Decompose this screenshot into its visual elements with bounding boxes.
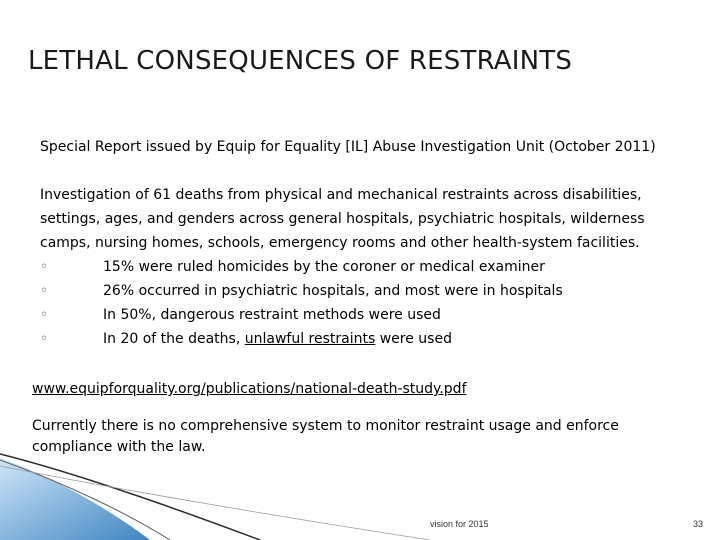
report-line: Special Report issued by Equip for Equality [IL] Abuse Investigation Unit (October 2011): [40, 139, 656, 155]
list-item-text-after: were used: [375, 331, 452, 347]
list-item: [40, 279, 563, 303]
study-link[interactable]: www.equipforquality.org/publications/national-death-study.pdf: [32, 381, 467, 397]
intro-paragraph: Investigation of 61 deaths from physical and mechanical restraints across disabilities, settings, ages, and genders across general hospitals, psychiatric hospitals, wilderness camps, nursing homes, schools, emergency rooms and other health-system facilities.: [40, 187, 645, 251]
bullet-marker: ◦: [40, 307, 49, 323]
list-item: [40, 303, 563, 327]
list-item-text: 15% were ruled homicides by the coroner or medical examiner: [103, 259, 545, 275]
list-item: [40, 255, 563, 279]
list-item: [40, 327, 563, 351]
slide-title: LETHAL CONSEQUENCES OF RESTRAINTS: [28, 46, 573, 76]
unlawful-restraints-emphasis: unlawful restraints: [244, 331, 376, 347]
bullet-marker: ◦: [40, 283, 49, 299]
conclusion-paragraph: Currently there is no comprehensive system to monitor restraint usage and enforce compliance with the law.: [32, 418, 619, 455]
footer-text: vision for 2015: [430, 519, 489, 529]
page-number: 33: [693, 519, 704, 529]
bullet-marker: ◦: [40, 259, 49, 275]
statistics-list: [40, 255, 563, 351]
list-item-text-before: In 20 of the deaths,: [103, 331, 245, 347]
list-item-text: 26% occurred in psychiatric hospitals, and most were in hospitals: [103, 283, 563, 299]
bullet-marker: ◦: [40, 331, 49, 347]
list-item-text: In 50%, dangerous restraint methods were used: [103, 307, 441, 323]
